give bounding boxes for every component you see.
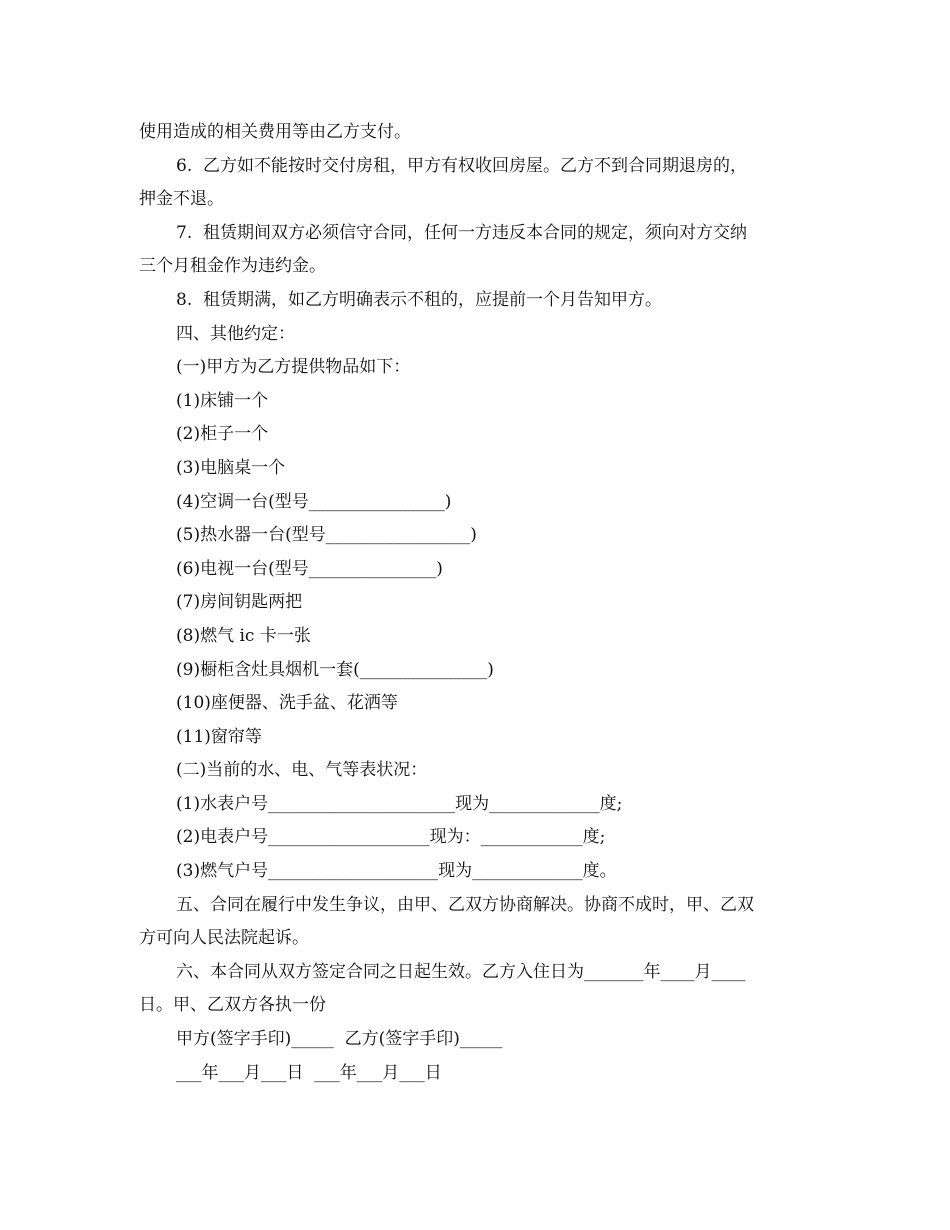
text-line: (10)座便器、洗手盆、花洒等 — [176, 693, 398, 714]
text-line: 押金不退。 — [139, 189, 224, 210]
text-line: (3)电脑桌一个 — [176, 457, 286, 478]
text-line: (2)电表户号___________________现为：____________度; — [176, 827, 606, 848]
text-line: 六、本合同从双方签定合同之日起生效。乙方入住日为_______年____月____ — [176, 961, 746, 982]
text-line: 使用造成的相关费用等由乙方支付。 — [139, 122, 411, 142]
text-line: (4)空调一台(型号________________) — [176, 491, 452, 512]
text-line: ___年___月___日 ___年___月___日 — [176, 1062, 442, 1083]
text-line: (9)橱柜含灶具烟机一套(_______________) — [176, 659, 494, 680]
text-line: (二)当前的水、电、气等表状况： — [176, 760, 428, 781]
text-line: (1)床铺一个 — [176, 390, 269, 411]
text-line: (3)燃气户号____________________现为_____________度。 — [176, 861, 617, 882]
text-line: (5)热水器一台(型号_________________) — [176, 525, 477, 546]
text-line: (11)窗帘等 — [176, 726, 262, 747]
text-line: 甲方(签字手印)_____ 乙方(签字手印)_____ — [176, 1029, 503, 1050]
text-line: (1)水表户号______________________现为_____________度; — [176, 793, 623, 814]
text-line: 五、合同在履行中发生争议，由甲、乙双方协商解决。协商不成时，甲、乙双 — [176, 894, 754, 915]
document-body — [139, 116, 819, 1090]
text-line: 8. 租赁期满，如乙方明确表示不租的，应提前一个月告知甲方。 — [176, 289, 663, 310]
text-line: 6. 乙方如不能按时交付房租，甲方有权收回房屋。乙方不到合同期退房的， — [176, 155, 748, 176]
text-line: 三个月租金作为违约金。 — [139, 256, 326, 277]
text-line: 日。甲、乙双方各执一份 — [139, 995, 326, 1016]
text-line: 7. 租赁期间双方必须信守合同，任何一方违反本合同的规定，须向对方交纳 — [176, 222, 748, 243]
text-line: 方可向人民法院起诉。 — [139, 928, 309, 949]
text-line: (7)房间钥匙两把 — [176, 592, 303, 613]
text-line: (2)柜子一个 — [176, 424, 269, 445]
text-line: (6)电视一台(型号_______________) — [176, 558, 443, 579]
text-line: 四、其他约定： — [176, 323, 295, 344]
text-line: (8)燃气 ic 卡一张 — [176, 625, 311, 646]
text-line: (一)甲方为乙方提供物品如下： — [176, 357, 411, 378]
